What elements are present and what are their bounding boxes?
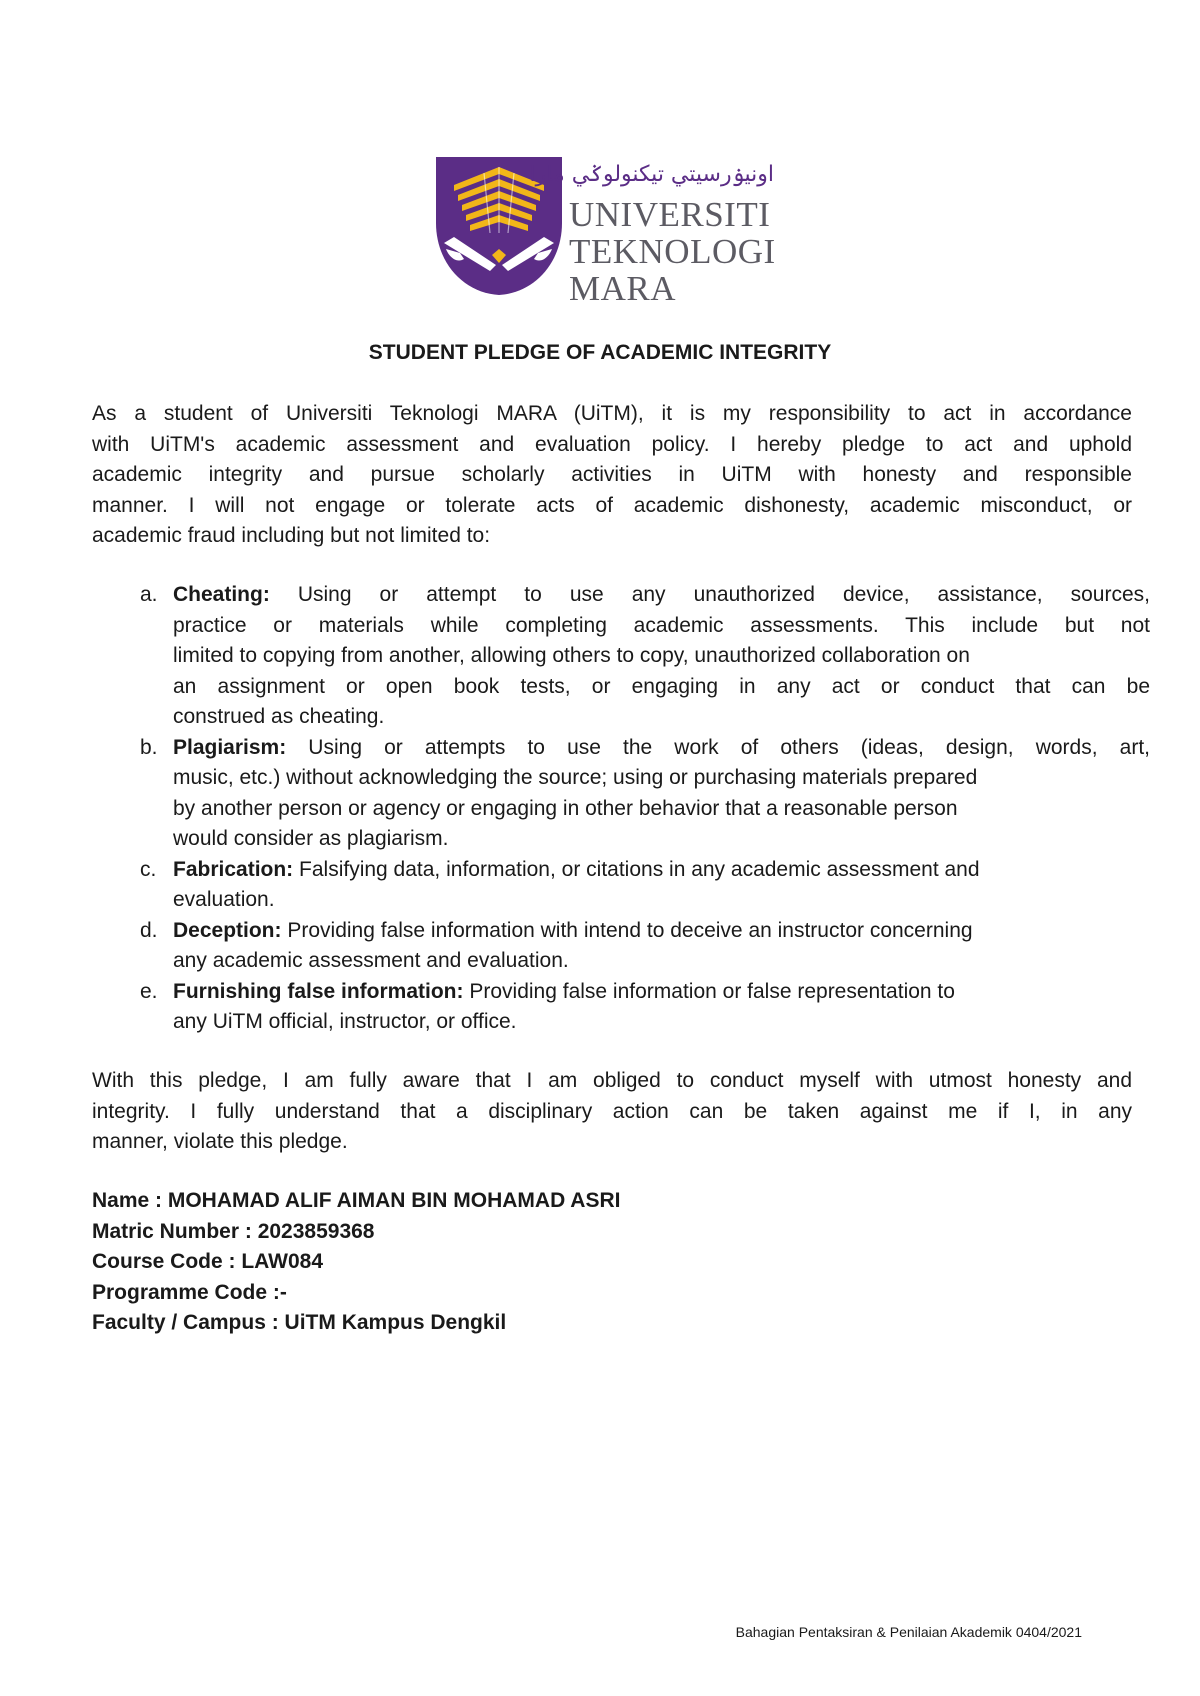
- student-name: Name : MOHAMAD ALIF AIMAN BIN MOHAMAD ASRI: [92, 1189, 621, 1212]
- list-item-text: Using or attempts to use the work of others (ideas, design, words, art,: [286, 735, 1150, 759]
- list-item-plagiarism: [140, 733, 1150, 855]
- student-details: [92, 1186, 620, 1339]
- logo-word-teknologi: TEKNOLOGI: [569, 232, 776, 271]
- list-item-cheating: [140, 580, 1150, 733]
- closing-line: manner, violate this pledge.: [92, 1130, 348, 1153]
- list-item-line: by another person or agency or engaging in other behavior that a reasonable person: [173, 796, 958, 820]
- list-item-first-line: [173, 916, 1150, 947]
- list-item-line: construed as cheating.: [173, 705, 385, 728]
- misconduct-list: [140, 580, 1150, 1038]
- intro-line: with UiTM's academic assessment and evaluation policy. I hereby pledge to act and uphold: [92, 432, 1132, 456]
- list-marker: c.: [140, 857, 157, 881]
- logo-word-universiti: UNIVERSITI: [569, 195, 771, 234]
- list-marker: e.: [140, 979, 158, 1003]
- svg-text:اونيۏرسيتي تيكنولوݢي مارا: اونيۏرسيتي تيكنولوݢي مارا: [529, 162, 774, 187]
- closing-line: integrity. I fully understand that a disciplinary action can be taken against me if I, in any: [92, 1099, 1132, 1123]
- list-item-term: Furnishing false information:: [173, 979, 464, 1003]
- list-item-line: any academic assessment and evaluation.: [173, 949, 569, 972]
- intro-line: academic integrity and pursue scholarly activities in UiTM with honesty and responsible: [92, 463, 1132, 486]
- page-footer: Bahagian Pentaksiran & Penilaian Akademik 0404/2021: [735, 1624, 1082, 1640]
- intro-paragraph: [92, 399, 1132, 552]
- matric-number: Matric Number : 2023859368: [92, 1219, 375, 1243]
- programme-code: Programme Code :-: [92, 1280, 287, 1304]
- closing-paragraph: [92, 1066, 1132, 1158]
- list-item-text: Falsifying data, information, or citations in any academic assessment and: [293, 857, 980, 881]
- list-item-line: an assignment or open book tests, or engaging in any act or conduct that can be: [173, 674, 1150, 698]
- list-item-term: Cheating:: [173, 583, 270, 606]
- list-marker: a.: [140, 583, 158, 606]
- list-item-furnishing: [140, 977, 1150, 1038]
- list-item-term: Plagiarism:: [173, 735, 287, 759]
- logo-word-mara: MARA: [569, 269, 677, 308]
- list-item-text: Using or attempt to use any unauthorized device, assistance, sources,: [269, 583, 1150, 606]
- list-item-term: Deception:: [173, 918, 282, 942]
- list-item-first-line: [173, 977, 1150, 1008]
- list-item-text: Providing false information with intend to deceive an instructor concerning: [281, 918, 973, 942]
- intro-line: As a student of Universiti Teknologi MARA (UiTM), it is my responsibility to act in accordance: [92, 402, 1132, 425]
- list-item-fabrication: [140, 855, 1150, 916]
- page-title: STUDENT PLEDGE OF ACADEMIC INTEGRITY: [368, 341, 832, 364]
- intro-line: manner. I will not engage or tolerate acts of academic dishonesty, academic misconduct, or: [92, 493, 1132, 517]
- list-item-line: evaluation.: [173, 888, 275, 911]
- intro-line: academic fraud including but not limited to:: [92, 524, 491, 547]
- list-item-line: limited to copying from another, allowing others to copy, unauthorized collaboration on: [173, 644, 970, 667]
- list-item-line: any UiTM official, instructor, or office.: [173, 1010, 517, 1033]
- list-item-term: Fabrication:: [173, 857, 294, 881]
- faculty-campus: Faculty / Campus : UiTM Kampus Dengkil: [92, 1311, 507, 1334]
- list-item-deception: [140, 916, 1150, 977]
- list-item-line: music, etc.) without acknowledging the source; using or purchasing materials prepared: [173, 766, 978, 789]
- list-item-line: would consider as plagiarism.: [173, 827, 449, 850]
- list-item-line: practice or materials while completing academic assessments. This include but not: [173, 613, 1150, 637]
- list-item-first-line: [173, 733, 1150, 764]
- closing-line: With this pledge, I am fully aware that I am obliged to conduct myself with utmost honesty and: [92, 1069, 1132, 1092]
- list-marker: b.: [140, 735, 158, 759]
- list-item-first-line: [173, 855, 1150, 886]
- course-code: Course Code : LAW084: [92, 1250, 324, 1273]
- list-marker: d.: [140, 918, 158, 942]
- list-item-text: Providing false information or false representation to: [463, 979, 955, 1003]
- list-item-first-line: [173, 580, 1150, 611]
- uitm-logo: [434, 155, 794, 308]
